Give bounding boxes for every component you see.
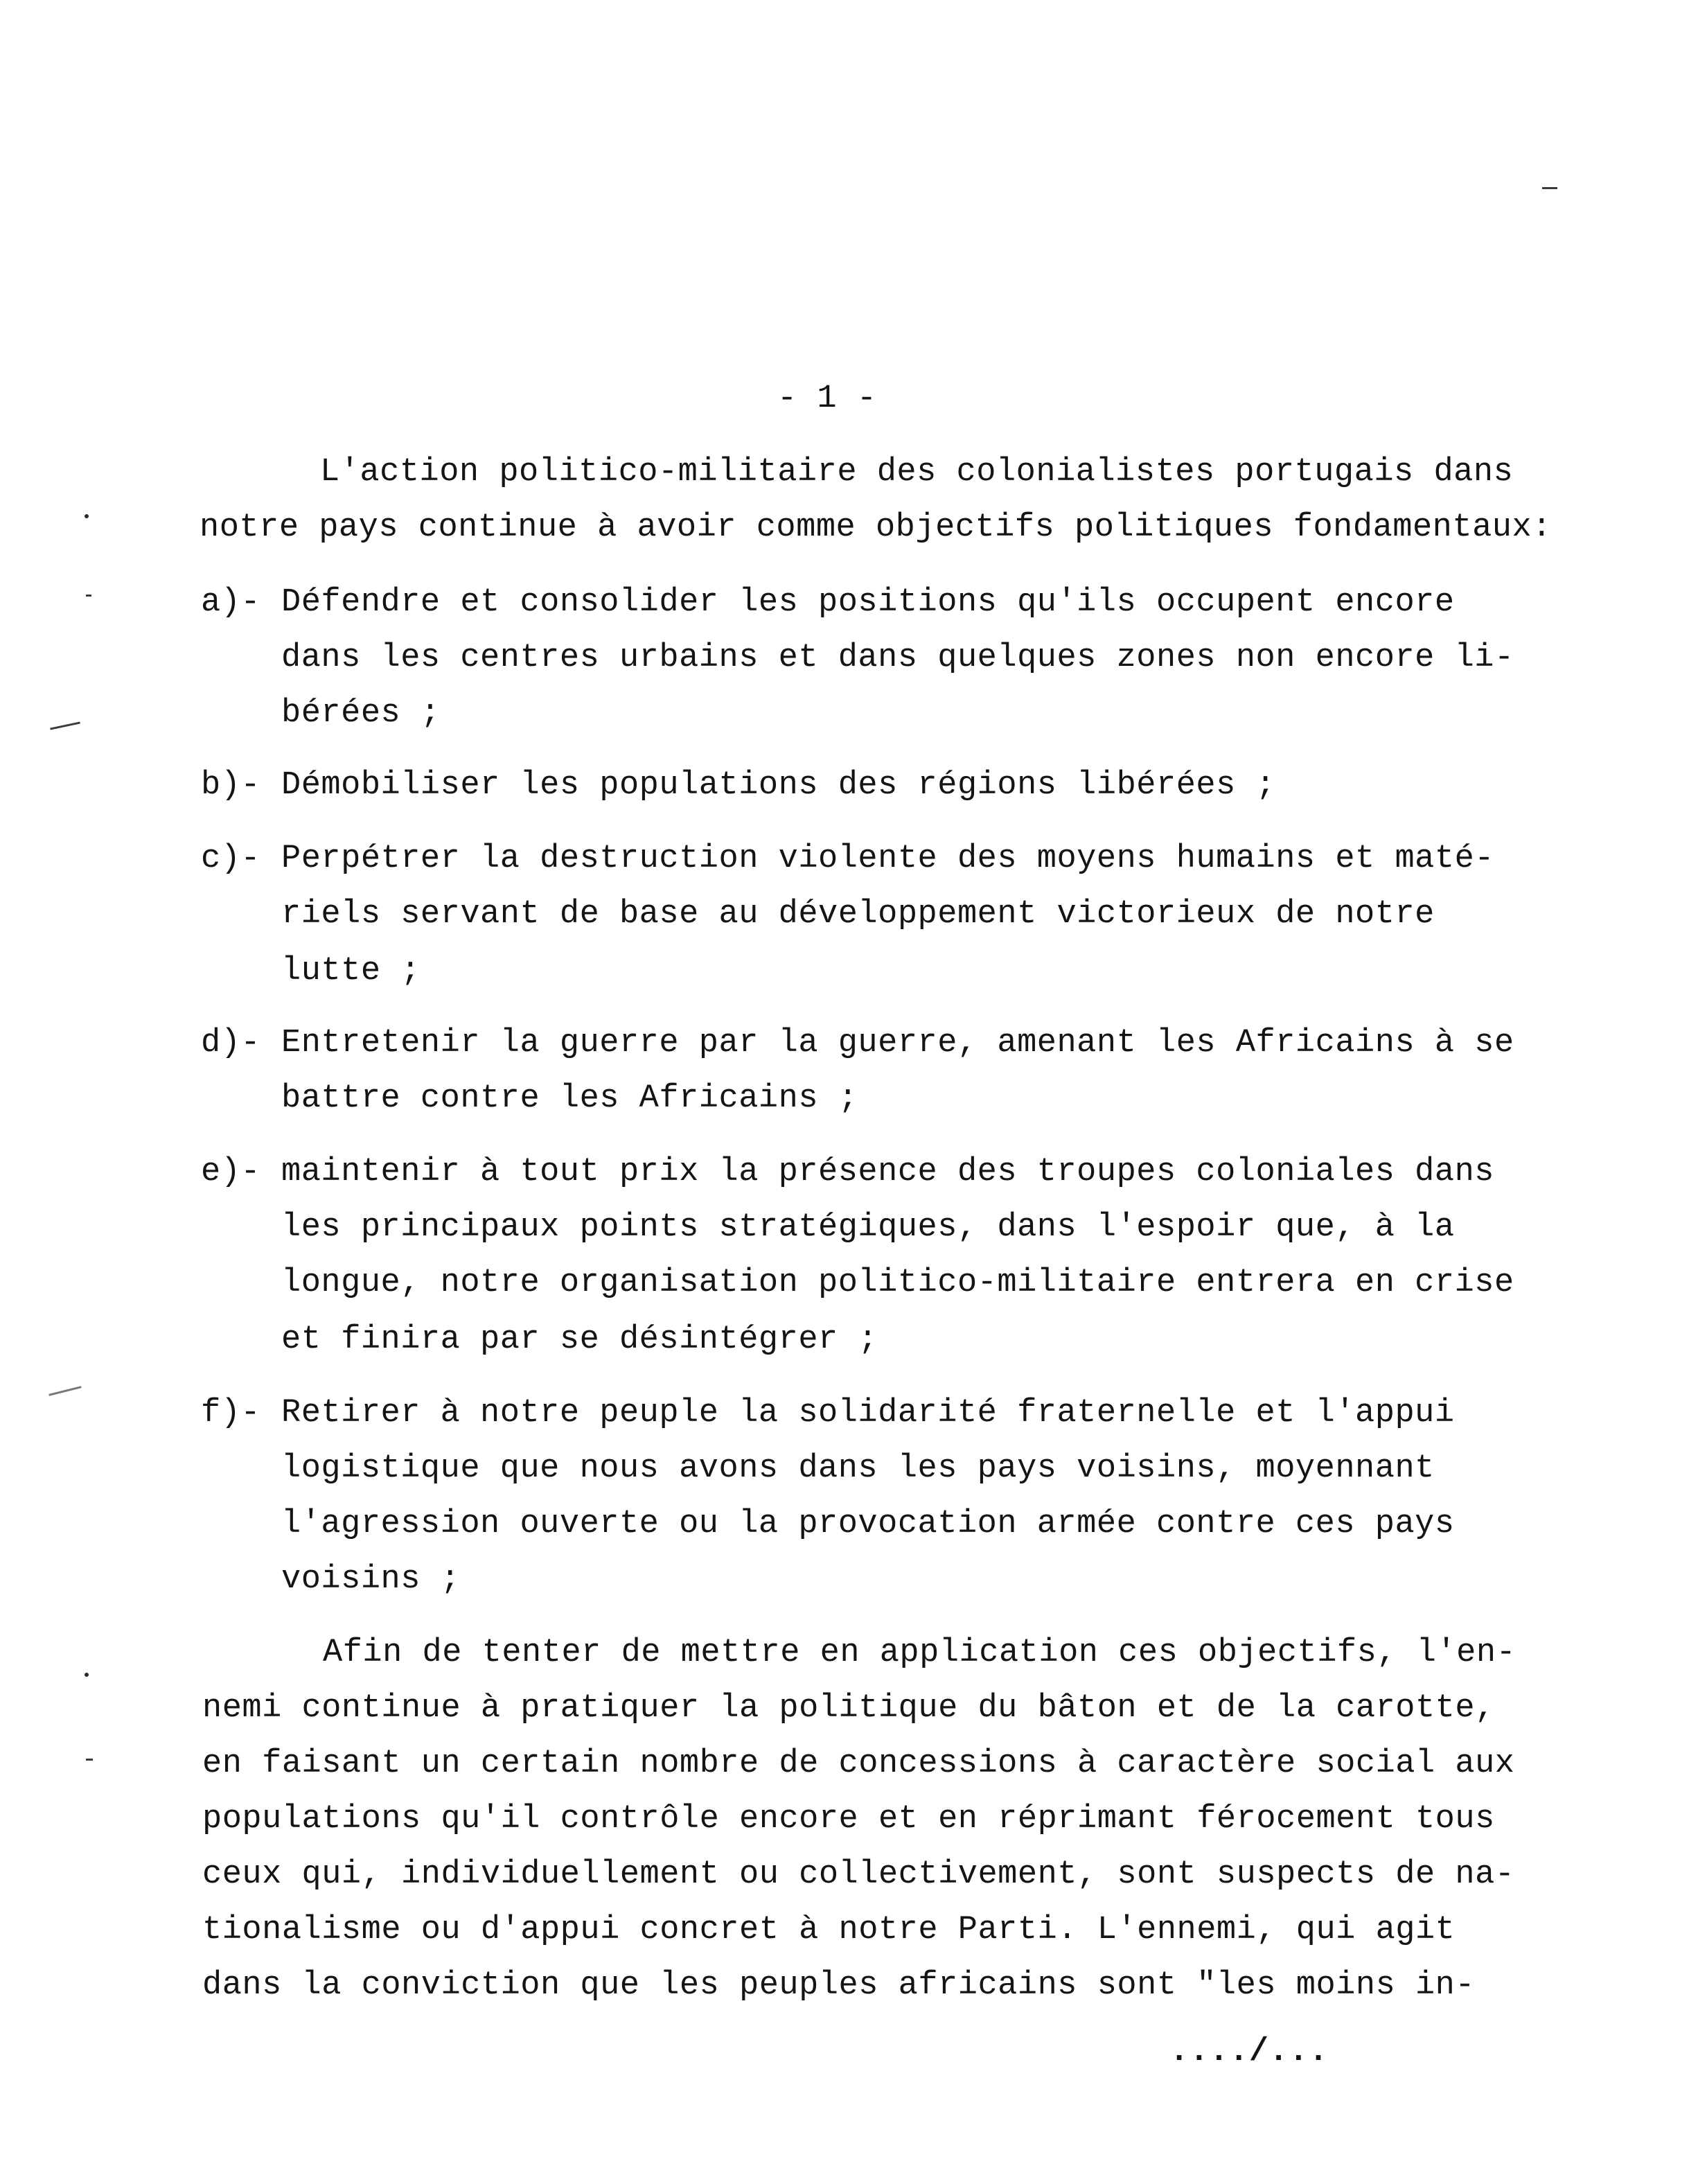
closing-line: dans la conviction que les peuples africains sont "les moins in-: [202, 1967, 1476, 2004]
closing-line: tionalisme ou d'appui concret à notre Parti. L'ennemi, qui agit: [202, 1912, 1456, 1948]
item-line: longue, notre organisation politico-militaire entrera en crise: [281, 1265, 1514, 1301]
item-label: a)-: [201, 584, 261, 621]
margin-dash: [86, 595, 91, 597]
closing-line: populations qu'il contrôle encore et en réprimant férocement tous: [202, 1801, 1495, 1838]
closing-line: Afin de tenter de mettre en application ces objectifs, l'en-: [323, 1635, 1516, 1671]
closing-line: nemi continue à pratiquer la politique du bâton et de la carotte,: [202, 1690, 1495, 1727]
margin-dash: [48, 1386, 81, 1396]
item-line: Entretenir la guerre par la guerre, amenant les Africains à se: [281, 1025, 1514, 1062]
item-line: riels servant de base au développement victorieux de notre: [281, 896, 1435, 933]
item-line: battre contre les Africains ;: [281, 1080, 858, 1117]
item-line: logistique que nous avons dans les pays voisins, moyennant: [281, 1450, 1435, 1487]
item-line: Retirer à notre peuple la solidarité fraternelle et l'appui: [281, 1395, 1455, 1432]
item-label: f)-: [201, 1395, 261, 1432]
item-line: bérées ;: [281, 695, 441, 732]
item-line: l'agression ouverte ou la provocation armée contre ces pays: [281, 1506, 1455, 1542]
item-line: maintenir à tout prix la présence des troupes coloniales dans: [281, 1154, 1494, 1190]
item-line: Défendre et consolider les positions qu'ils occupent encore: [281, 584, 1455, 621]
item-label: c)-: [201, 840, 261, 877]
item-label: e)-: [201, 1154, 261, 1190]
intro-line: notre pays continue à avoir comme objectifs politiques fondamentaux:: [200, 509, 1552, 546]
item-line: Perpétrer la destruction violente des moyens humains et maté-: [281, 840, 1494, 877]
closing-line: en faisant un certain nombre de concessions à caractère social aux: [202, 1745, 1515, 1782]
margin-dash: [50, 721, 80, 730]
corner-dash: [1542, 187, 1557, 189]
item-line: Démobiliser les populations des régions libérées ;: [281, 767, 1276, 804]
item-line: les principaux points stratégiques, dans l'espoir que, à la: [281, 1209, 1455, 1246]
item-label: b)-: [201, 767, 261, 804]
margin-speck: [85, 514, 89, 518]
item-label: d)-: [201, 1025, 261, 1062]
margin-dash: [86, 1759, 93, 1761]
margin-speck: [85, 1673, 89, 1677]
item-line: lutte ;: [281, 953, 421, 989]
continuation-mark: ..../...: [1169, 2034, 1329, 2070]
item-line: dans les centres urbains et dans quelques zones non encore li-: [281, 640, 1514, 676]
page-number: - 1 -: [777, 380, 877, 417]
intro-line: L'action politico-militaire des colonialistes portugais dans: [320, 454, 1514, 491]
item-line: voisins ;: [281, 1561, 461, 1598]
closing-line: ceux qui, individuellement ou collectivement, sont suspects de na-: [202, 1856, 1515, 1893]
item-line: et finira par se désintégrer ;: [281, 1321, 878, 1358]
